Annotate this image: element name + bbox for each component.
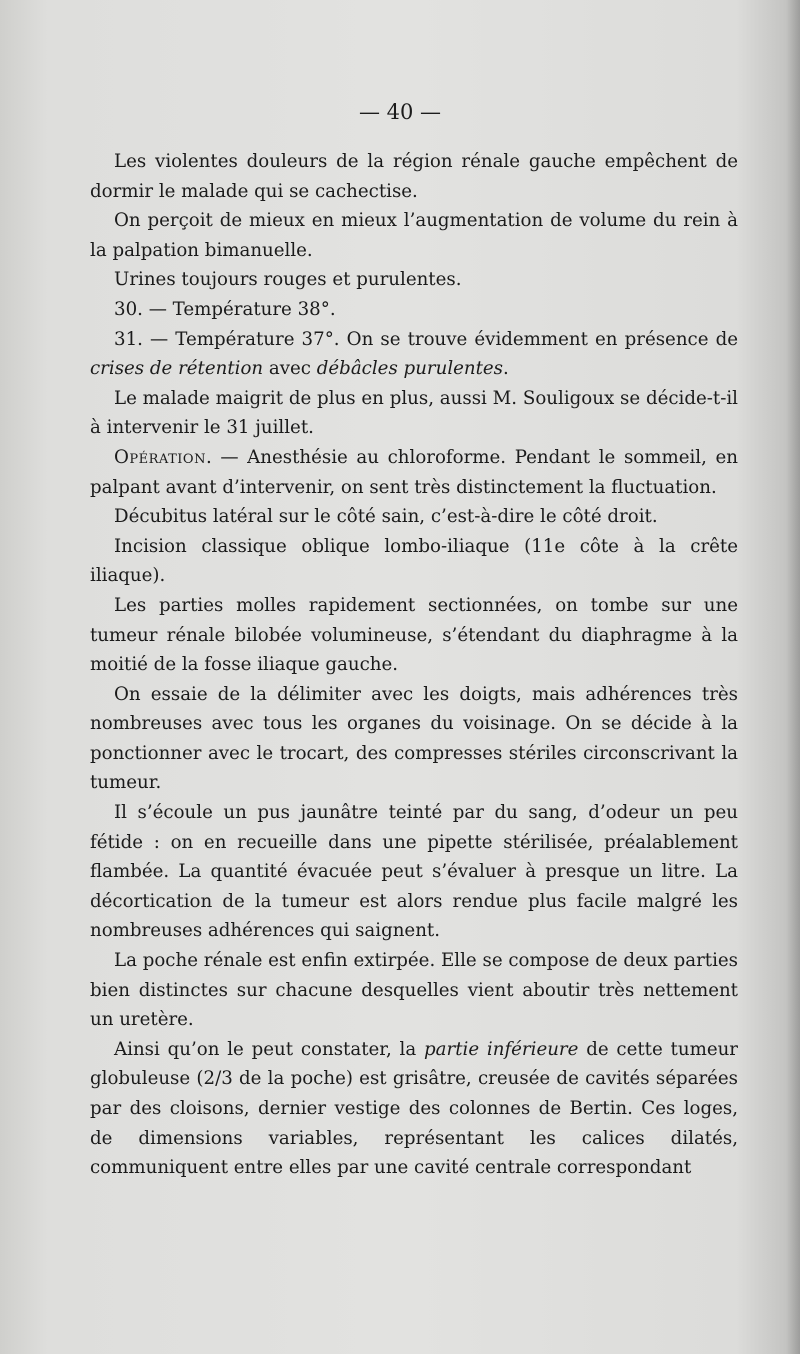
paragraph: On essaie de la délimiter avec les doigts, mais adhérences très nombreuses avec tous les organes du voisinage. On se décide à la ponctionner avec le trocart, des compresses stériles circonscrivant la tumeur. — [90, 683, 738, 794]
paragraph: Urines toujours rouges et purulentes. — [114, 269, 462, 291]
text-run: . — Anesthésie au chloroforme. Pendant le sommeil, en palpant avant d’intervenir, on sent très distinctement la fluctuation. — [90, 446, 738, 498]
text-run: Ainsi qu’on le peut constater, la — [114, 1038, 425, 1060]
paragraph — [90, 325, 738, 384]
text-run: 31. — Température 37°. On se trouve évidemment en présence de — [114, 328, 738, 350]
paragraph: Incision classique oblique lombo-iliaque (11e côte à la crête iliaque). — [90, 535, 738, 587]
text-run: avec — [263, 358, 317, 380]
page-number: — 40 — — [358, 100, 442, 124]
body-text — [90, 147, 738, 1183]
text-run: de cette tumeur globuleuse (2/3 de la poche) est grisâtre, creusée de cavités séparées par des cloisons, dernier vestige des colonnes de Bertin. Ces loges, de dimensions variables, représentant les calices dilatés, communiquent entre elles par une cavité centrale correspondant — [90, 1038, 738, 1179]
paragraph: 30. — Température 38°. — [114, 298, 336, 320]
paragraph: Il s’écoule un pus jaunâtre teinté par du sang, d’odeur un peu fétide : on en recueille dans une pipette stérilisée, préalablement flambée. La quantité évacuée peut s’évaluer à presque un litre. La décortication de la tumeur est alors rendue plus facile malgré les nombreuses adhérences qui saignent. — [90, 802, 738, 942]
emphasis: débâcles purulentes — [316, 358, 504, 380]
paragraph: La poche rénale est enfin extirpée. Elle se compose de deux parties bien distinctes sur chacune desquelles vient aboutir très nettement un uretère. — [90, 950, 738, 1031]
paragraph — [90, 443, 738, 502]
paragraph: On perçoit de mieux en mieux l’augmentation de volume du rein à la palpation bimanuelle. — [90, 210, 738, 261]
emphasis: crises de rétention — [90, 358, 264, 380]
emphasis: partie inférieure — [424, 1038, 579, 1060]
paragraph: Le malade maigrit de plus en plus, aussi M. Souligoux se décide-t-il à intervenir le 31 juillet. — [90, 387, 738, 439]
paragraph: Les parties molles rapidement sectionnées, on tombe sur une tumeur rénale bilobée volumineuse, s’étendant du diaphragme à la moitié de la fosse iliaque gauche. — [90, 594, 738, 676]
paragraph: Décubitus latéral sur le côté sain, c’est-à-dire le côté droit. — [114, 506, 658, 528]
paragraph — [90, 1035, 738, 1183]
text-run: . — [503, 358, 509, 380]
page-spine-shadow — [786, 0, 800, 1354]
paragraph: Les violentes douleurs de la région rénale gauche empêchent de dormir le malade qui se cachectise. — [90, 151, 738, 202]
section-label: Opération — [114, 446, 206, 468]
